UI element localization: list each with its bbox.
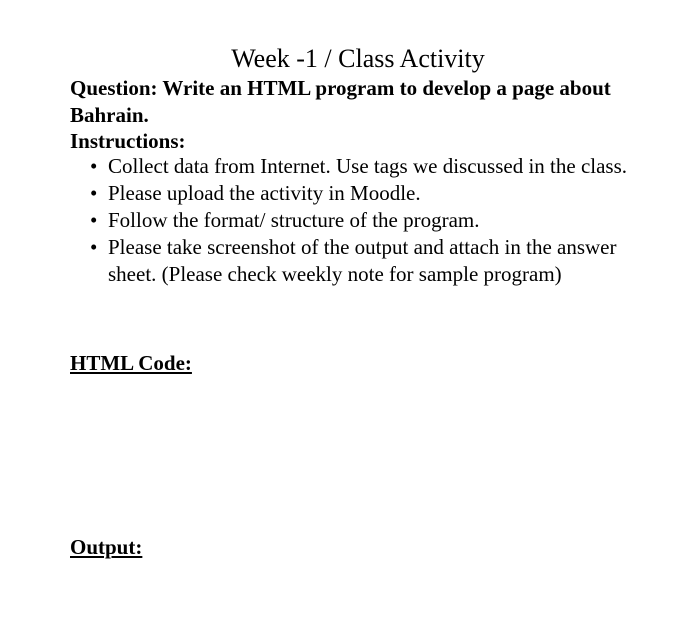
- list-item: [90, 207, 670, 234]
- instruction-text: Follow the format/ structure of the program.: [108, 208, 480, 232]
- instructions-heading: Instructions:: [70, 129, 186, 153]
- output-heading: Output:: [70, 535, 143, 559]
- list-item: [90, 180, 670, 207]
- instruction-list: [90, 153, 670, 288]
- instruction-text: Please upload the activity in Moodle.: [108, 181, 421, 205]
- list-item: [90, 234, 670, 288]
- html-code-heading: HTML Code:: [70, 351, 192, 375]
- instruction-text: Please take screenshot of the output and attach in the answer sheet. (Please check weekly note for sample program): [108, 235, 617, 286]
- question-text: Question: Write an HTML program to develop a page about Bahrain.: [70, 76, 611, 127]
- instruction-text: Collect data from Internet. Use tags we discussed in the class.: [108, 154, 628, 178]
- list-item: [90, 153, 670, 180]
- bullet-icon: •: [90, 181, 98, 205]
- bullet-icon: •: [90, 154, 98, 178]
- page-title: Week -1 / Class Activity: [231, 44, 485, 73]
- bullet-icon: •: [90, 235, 98, 259]
- bullet-icon: •: [90, 208, 98, 232]
